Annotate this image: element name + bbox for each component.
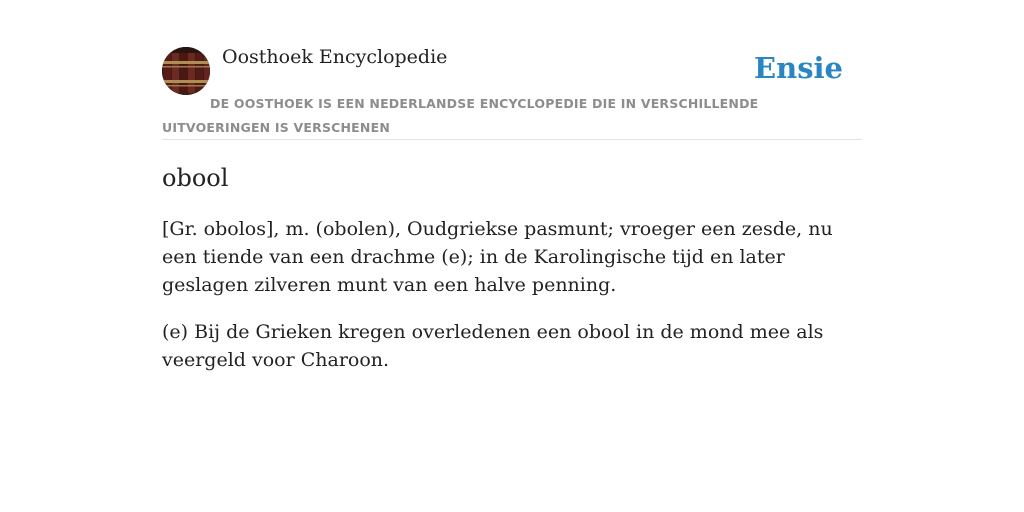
entry-content (162, 162, 862, 374)
entry-title: obool (162, 164, 229, 192)
site-header (162, 46, 862, 140)
entry-paragraph: (e) Bij de Grieken kregen overledenen een obool in de mond mee als veergeld voor Charoon. (162, 321, 824, 371)
encyclopedia-books-icon[interactable] (162, 47, 210, 95)
entry-paragraph: [Gr. obolos], m. (obolen), Oudgriekse pasmunt; vroeger een zesde, nu een tiende van een drachme (e); in de Karolingische tijd en later geslagen zilveren munt van een halve penning. (162, 218, 833, 296)
brand-logo-link[interactable]: Ensie (754, 51, 843, 85)
site-subtitle: DE OOSTHOEK IS EEN NEDERLANDSE ENCYCLOPEDIE DIE IN VERSCHILLENDE UITVOERINGEN IS VERSCHENEN (162, 96, 759, 135)
site-title[interactable]: Oosthoek Encyclopedie (222, 46, 448, 68)
